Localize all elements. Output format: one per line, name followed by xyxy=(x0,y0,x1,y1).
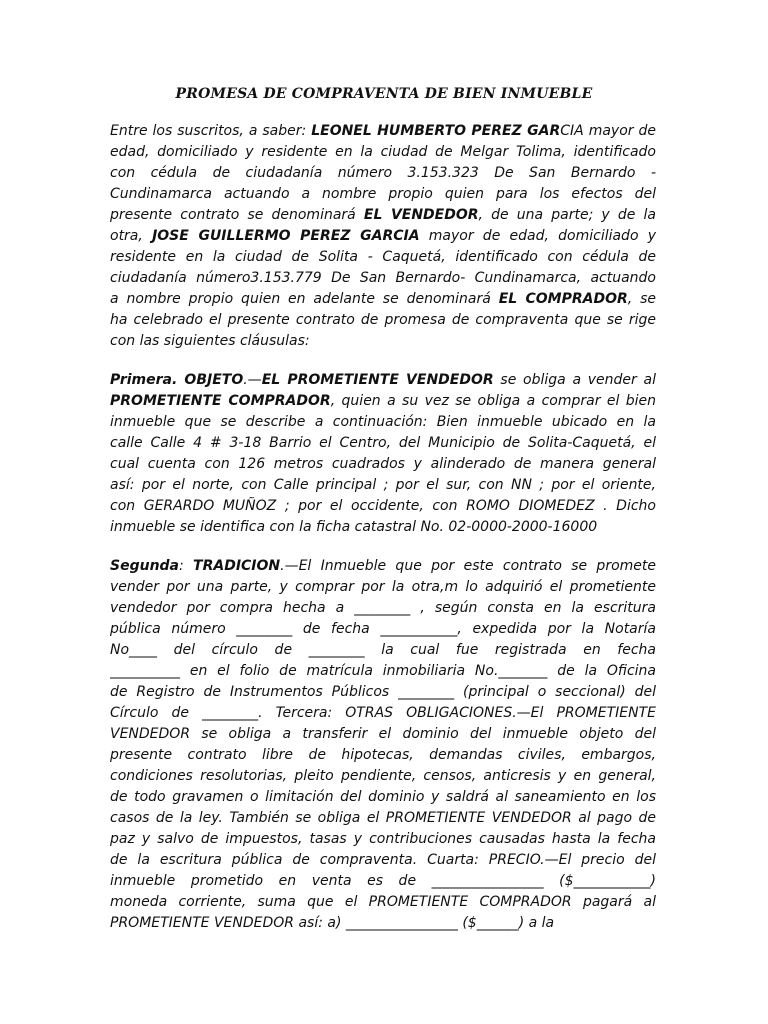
text-line: VENDEDOR se obliga a transferir el dominio del inmueble objeto del xyxy=(110,726,656,742)
text-line: de todo gravamen o limitación del dominio y saldrá al saneamiento en los xyxy=(110,789,656,805)
text-line: paz y salvo de impuestos, tasas y contribuciones causadas hasta la fecha xyxy=(110,831,656,847)
text-line: a nombre propio quien en adelante se denominará EL COMPRADOR, se xyxy=(110,291,656,307)
text-line: de Registro de Instrumentos Públicos ________ (principal o seccional) del xyxy=(110,684,656,700)
text-line: Primera. OBJETO.—EL PROMETIENTE VENDEDOR se obliga a vender al xyxy=(110,372,656,388)
text-line: vender por una parte, y comprar por la otra,m lo adquirió el prometiente xyxy=(110,579,656,595)
text-line: así: por el norte, con Calle principal ; por el sur, con NN ; por el oriente, xyxy=(110,477,656,493)
text-line: inmueble prometido en venta es de ________________ ($___________) xyxy=(110,873,656,889)
text-line: Cundinamarca actuando a nombre propio quien para los efectos del xyxy=(110,186,656,202)
text-line: inmueble se identifica con la ficha catastral No. 02-0000-2000-16000 xyxy=(110,519,598,535)
text-line: ha celebrado el presente contrato de promesa de compraventa que se rige xyxy=(110,312,656,328)
text-line: vendedor por compra hecha a ________ , según consta en la escritura xyxy=(110,600,656,616)
text-line: con cédula de ciudadanía número 3.153.323 De San Bernardo - xyxy=(110,165,656,181)
text-line: de la escritura pública de compraventa. Cuarta: PRECIO.—El precio del xyxy=(110,852,656,868)
text-line: ciudadanía número3.153.779 De San Bernardo- Cundinamarca, actuando xyxy=(110,270,656,286)
text-line: con GERARDO MUÑOZ ; por el occidente, con ROMO DIOMEDEZ . Dicho xyxy=(110,498,656,514)
document-title: PROMESA DE COMPRAVENTA DE BIEN INMUEBLE xyxy=(175,86,593,102)
paragraph-objeto xyxy=(110,370,656,538)
text-line: pública número ________ de fecha ___________, expedida por la Notaría xyxy=(110,621,656,637)
text-line: calle Calle 4 # 3-18 Barrio el Centro, del Municipio de Solita-Caquetá, el xyxy=(110,435,656,451)
text-line: No____ del círculo de ________ la cual fue registrada en fecha xyxy=(110,642,656,658)
text-line: cual cuenta con 126 metros cuadrados y alinderado de manera general xyxy=(110,456,656,472)
text-line: PROMETIENTE COMPRADOR, quien a su vez se obliga a comprar el bien xyxy=(110,393,656,409)
text-line: condiciones resolutorias, pleito pendiente, censos, anticresis y en general, xyxy=(110,768,656,784)
text-line: Segunda: TRADICION.—El Inmueble que por este contrato se promete xyxy=(110,558,656,574)
text-line: moneda corriente, suma que el PROMETIENTE COMPRADOR pagará al xyxy=(110,894,656,910)
text-line: residente en la ciudad de Solita - Caquetá, identificado con cédula de xyxy=(110,249,656,265)
text-line: __________ en el folio de matrícula inmobiliaria No._______ de la Oficina xyxy=(110,663,656,679)
text-line: inmueble que se describe a continuación: Bien inmueble ubicado en la xyxy=(110,414,656,430)
paragraph-parties xyxy=(110,121,656,352)
text-line: PROMETIENTE VENDEDOR así: a) ________________ ($______) a la xyxy=(110,915,555,931)
text-line: casos de la ley. También se obliga el PROMETIENTE VENDEDOR al pago de xyxy=(110,810,656,826)
text-line: Entre los suscritos, a saber: LEONEL HUMBERTO PEREZ GARCIA mayor de xyxy=(110,123,656,139)
text-line: Círculo de ________. Tercera: OTRAS OBLIGACIONES.—El PROMETIENTE xyxy=(110,705,656,721)
text-line: otra, JOSE GUILLERMO PEREZ GARCIA mayor de edad, domiciliado y xyxy=(110,228,656,244)
text-line: presente contrato se denominará EL VENDEDOR, de una parte; y de la xyxy=(110,207,656,223)
text-line: edad, domiciliado y residente en la ciudad de Melgar Tolima, identificado xyxy=(110,144,656,160)
paragraph-tradicion xyxy=(110,556,656,934)
text-line: con las siguientes cláusulas: xyxy=(110,333,310,349)
text-line: presente contrato libre de hipotecas, demandas civiles, embargos, xyxy=(110,747,656,763)
